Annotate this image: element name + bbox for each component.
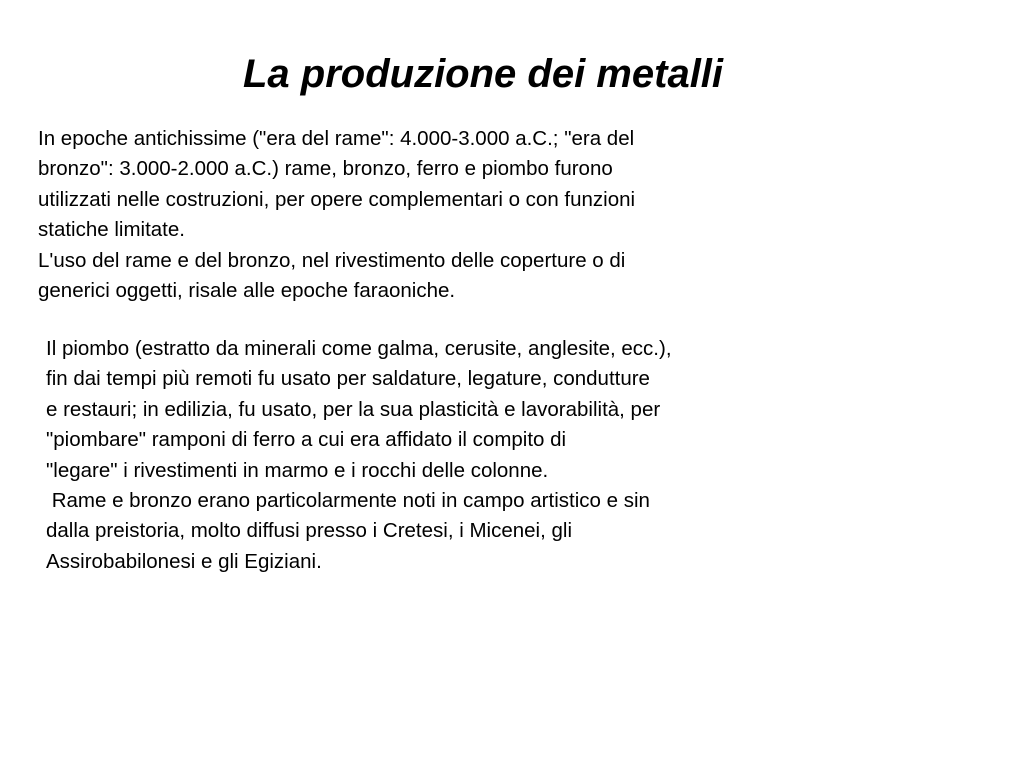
slide-title: La produzione dei metalli xyxy=(242,52,724,96)
text-line: In epoche antichissime ("era del rame": 4.000-3.000 a.C.; "era del xyxy=(38,127,635,150)
text-line: "piombare" ramponi di ferro a cui era affidato il compito di xyxy=(46,428,567,452)
text-line: Assirobabilonesi e gli Egiziani. xyxy=(46,549,322,573)
text-line: fin dai tempi più remoti fu usato per saldature, legature, condutture xyxy=(46,367,650,391)
text-line: utilizzati nelle costruzioni, per opere complementari o con funzioni xyxy=(38,187,636,211)
text-line: bronzo": 3.000-2.000 a.C.) rame, bronzo, ferro e piombo furono xyxy=(38,157,613,181)
text-line: Rame e bronzo erano particolarmente noti in campo artistico e sin xyxy=(46,489,650,513)
text-line: Il piombo (estratto da minerali come galma, cerusite, anglesite, ecc.), xyxy=(46,337,672,360)
text-line: e restauri; in edilizia, fu usato, per la sua plasticità e lavorabilità, per xyxy=(46,397,661,421)
text-line: dalla preistoria, molto diffusi presso i Cretesi, i Micenei, gli xyxy=(46,519,573,543)
intro-text-block xyxy=(38,124,778,306)
text-line: L'uso del rame e del bronzo, nel rivestimento delle coperture o di xyxy=(38,248,626,272)
text-line: statiche limitate. xyxy=(38,218,185,242)
text-line: generici oggetti, risale alle epoche faraoniche. xyxy=(38,279,456,303)
lead-text-block xyxy=(46,334,806,577)
text-line: "legare" i rivestimenti in marmo e i rocchi delle colonne. xyxy=(46,458,549,482)
